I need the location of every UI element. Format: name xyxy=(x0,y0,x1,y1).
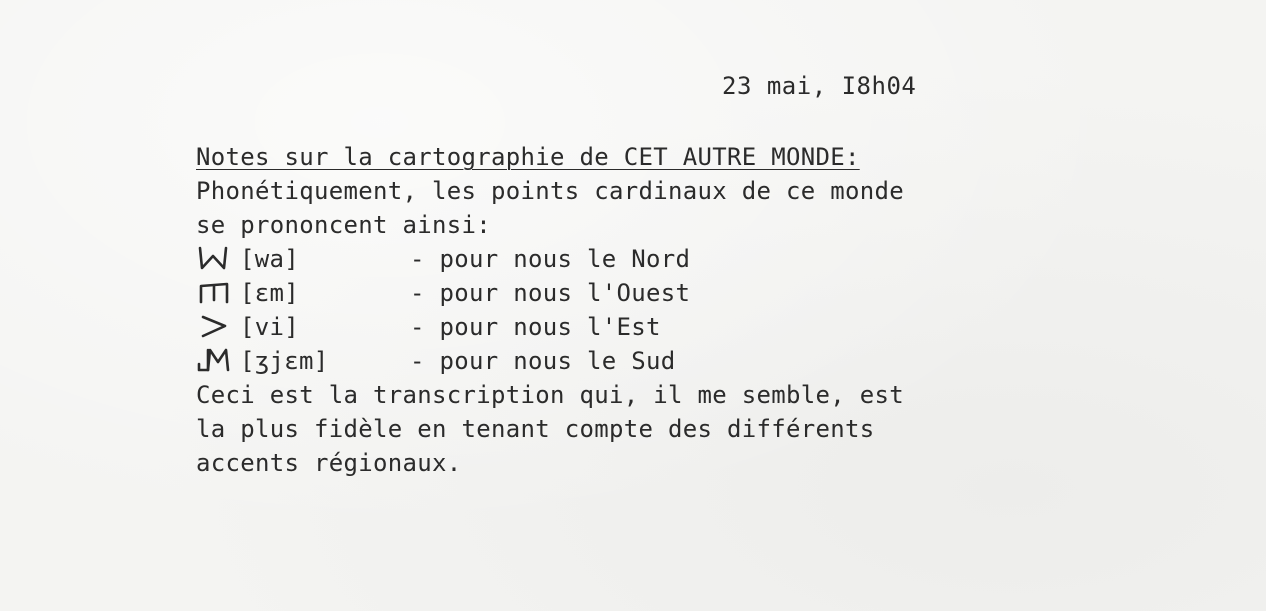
direction-row-east xyxy=(196,310,904,344)
direction-row-north xyxy=(196,242,904,276)
phonetic-south: [ʒjɛm] xyxy=(240,347,329,375)
meaning-west: - pour nous l'Ouest xyxy=(410,279,691,307)
phonetic-east: [vi] xyxy=(240,313,299,341)
closing-line-1: Ceci est la transcription qui, il me semble, est xyxy=(196,381,904,409)
phonetic-west: [ɛm] xyxy=(240,279,299,307)
notes-body xyxy=(196,140,904,480)
m-shape-glyph-icon xyxy=(196,278,240,308)
meaning-east: - pour nous l'Est xyxy=(410,313,661,341)
meaning-north: - pour nous le Nord xyxy=(410,245,691,273)
closing-line-3: accents régionaux. xyxy=(196,449,462,477)
jm-shape-glyph-icon xyxy=(196,346,240,376)
intro-line-2: se prononcent ainsi: xyxy=(196,211,491,239)
date-stamp: 23 mai, I8h04 xyxy=(722,72,917,100)
intro-line-1: Phonétiquement, les points cardinaux de ce monde xyxy=(196,177,904,205)
w-shape-glyph-icon xyxy=(196,244,240,274)
closing-line-2: la plus fidèle en tenant compte des différents xyxy=(196,415,875,443)
direction-row-south xyxy=(196,344,904,378)
notes-heading: Notes sur la cartographie de CET AUTRE MONDE: xyxy=(196,143,860,171)
phonetic-north: [wa] xyxy=(240,245,299,273)
greater-than-glyph-icon xyxy=(196,312,240,342)
direction-row-west xyxy=(196,276,904,310)
meaning-south: - pour nous le Sud xyxy=(410,347,676,375)
